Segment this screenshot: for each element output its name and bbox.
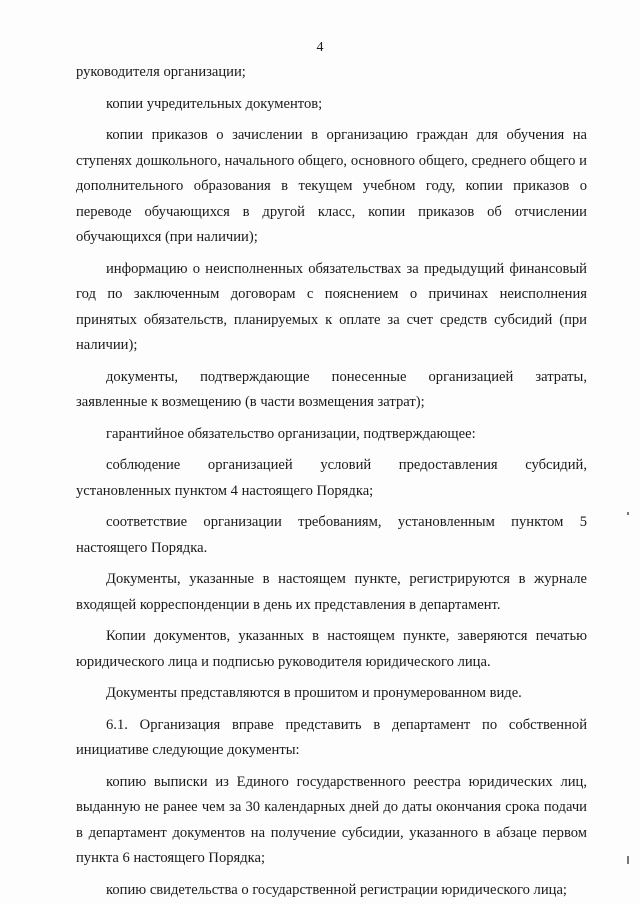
paragraph: документы, подтверждающие понесенные организацией затраты, заявленные к возмещению (в части возмещения затрат); — [76, 368, 587, 410]
paragraph: соответствие организации требованиям, установленным пунктом 5 настоящего Порядка. — [76, 514, 587, 556]
paragraph: соблюдение организацией условий предоставления субсидий, установленных пунктом 4 настоящего Порядка; — [76, 457, 587, 499]
paragraph: информацию о неисполненных обязательствах за предыдущий финансовый год по заключенным договорам с пояснением о причинах неисполнения принятых обязательств, планируемых к оплате за счет средств субсидий (при наличии); — [76, 260, 587, 353]
paragraph: 6.1. Организация вправе представить в департамент по собственной инициативе следующие документы: — [76, 716, 587, 758]
scan-edge-mark — [627, 856, 629, 864]
paragraph: Документы, указанные в настоящем пункте, регистрируются в журнале входящей корреспонденции в день их представления в департамент. — [76, 571, 587, 613]
paragraph: руководителя организации; — [76, 64, 246, 80]
paragraph: копии приказов о зачислении в организацию граждан для обучения на ступенях дошкольного, начального общего, основного общего, среднего общего и дополнительного образования в текущем учебном году, копии приказов о переводе обучающихся в другой класс, копии приказов об отчислении обучающихся (при наличии); — [76, 127, 587, 245]
paragraph: Документы представляются в прошитом и пронумерованном виде. — [106, 685, 522, 701]
paragraph: копию выписки из Единого государственного реестра юридических лиц, выданную не ранее чем за 30 календарных дней до даты окончания срока подачи в департамент документов на получение субсидии, указанного в абзаце первом пункта 6 настоящего Порядка; — [76, 773, 587, 866]
paragraph: Копии документов, указанных в настоящем пункте, заверяются печатью юридического лица и подписью руководителя юридического лица. — [76, 628, 587, 670]
paragraph: копию свидетельства о государственной регистрации юридического лица; — [106, 881, 567, 898]
paragraph: гарантийное обязательство организации, подтверждающее: — [106, 425, 476, 442]
page-number: 4 — [316, 40, 324, 55]
paragraph: копии учредительных документов; — [106, 95, 323, 112]
scan-edge-mark — [627, 512, 629, 515]
document-body — [76, 60, 587, 909]
